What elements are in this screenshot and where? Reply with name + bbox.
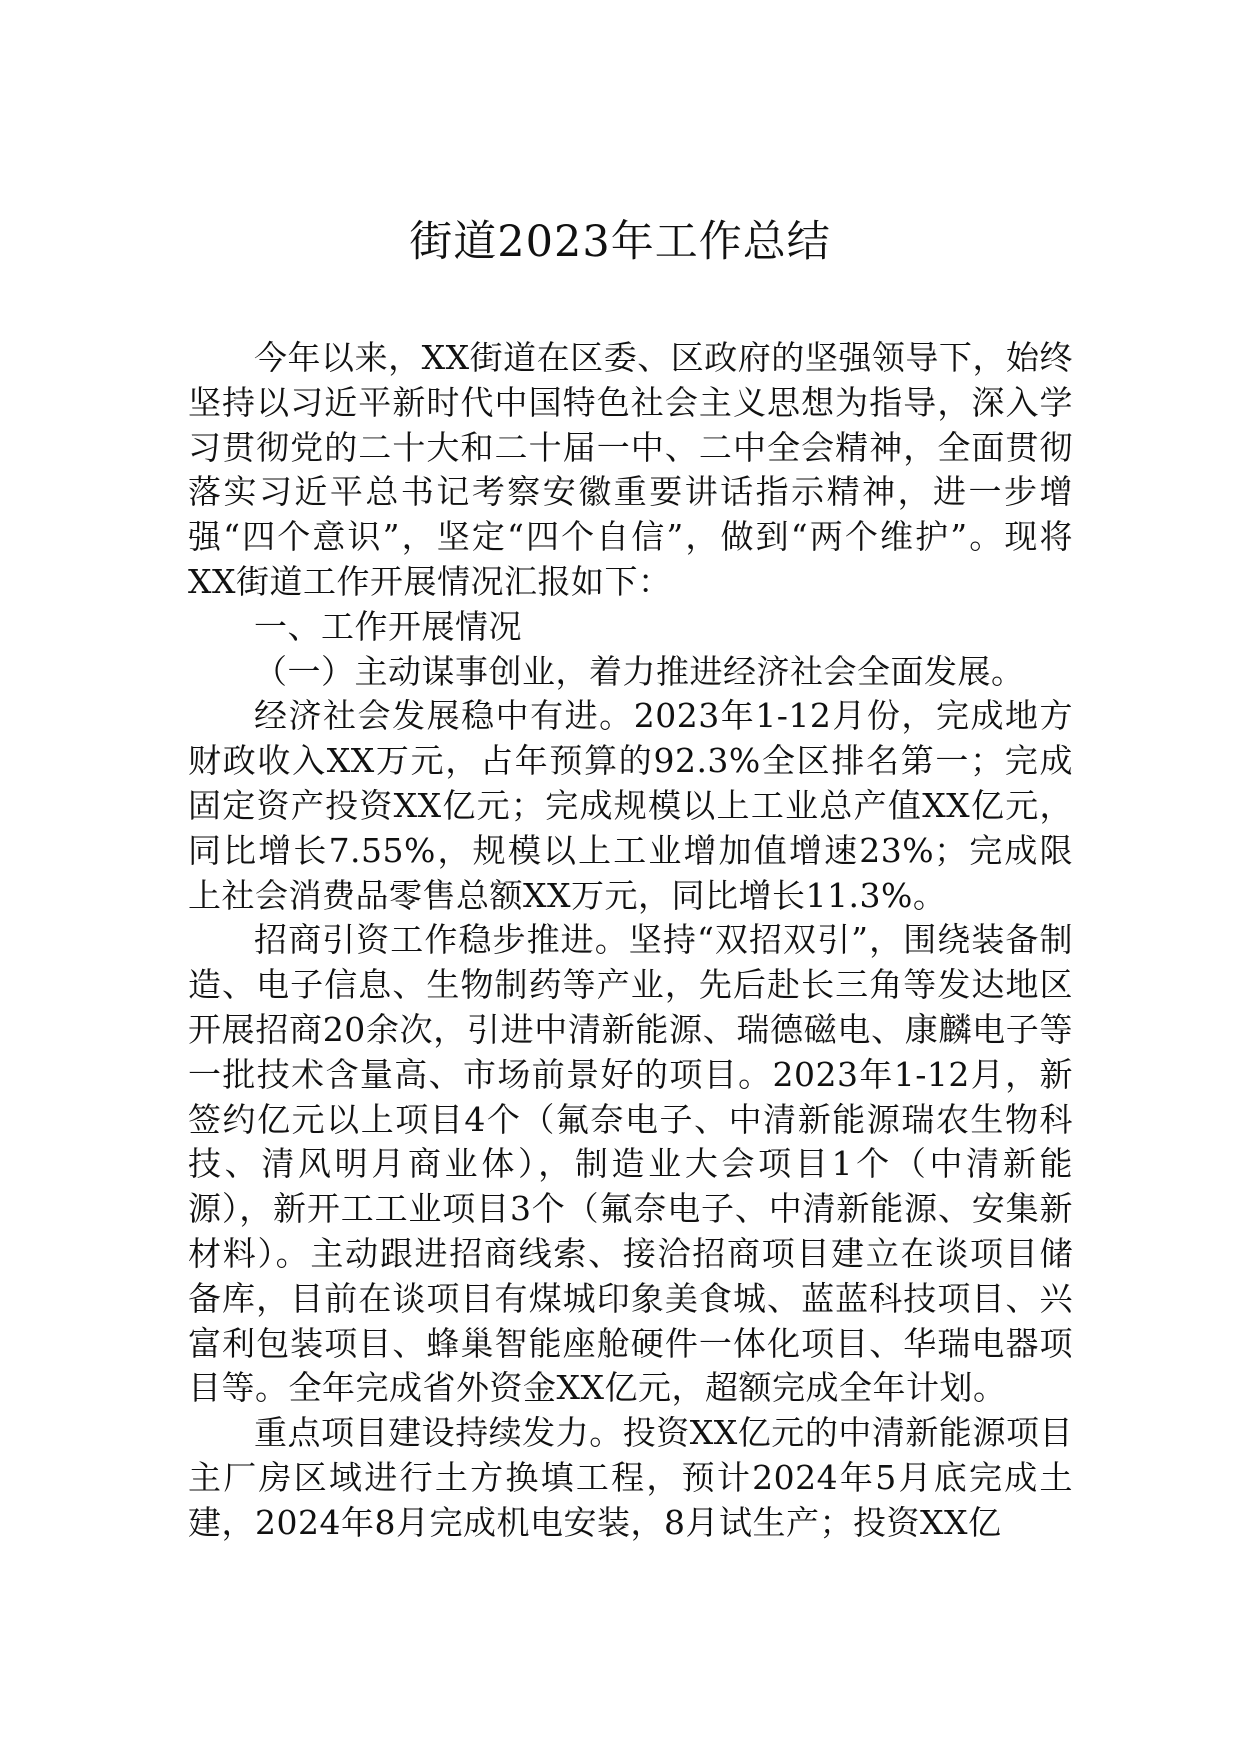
document-title: 街道2023年工作总结	[409, 217, 831, 267]
subsection-heading: （一）主动谋事创业，着力推进经济社会全面发展。	[254, 651, 1025, 691]
paragraph-intro: 今年以来，XX街道在区委、区政府的坚强领导下，始终坚持以习近平新时代中国特色社会主义思想为指导，深入学习贯彻党的二十大和二十届一中、二中全会精神，全面贯彻落实习近平总书记考察安徽重要讲话指示精神，进一步增强“四个意识”，坚定“四个自信”，做到“两个维护”。现将XX街道工作开展情况汇报如下：	[188, 338, 1073, 601]
paragraph-investment: 招商引资工作稳步推进。坚持“双招双引”，围绕装备制造、电子信息、生物制药等产业，先后赴长三角等发达地区开展招商20余次，引进中清新能源、瑞德磁电、康麟电子等一批技术含量高、市场前景好的项目。2023年1-12月，新签约亿元以上项目4个（氟奈电子、中清新能源瑞农生物科技、清风明月商业体），制造业大会项目1个（中清新能源），新开工工业项目3个（氟奈电子、中清新能源、安集新材料）。主动跟进招商线索、接洽招商项目建立在谈项目储备库，目前在谈项目有煤城印象美食城、蓝蓝科技项目、兴富利包装项目、蜂巢智能座舱硬件一体化项目、华瑞电器项目等。全年完成省外资金XX亿元，超额完成全年计划。	[188, 920, 1073, 1408]
section-heading: 一、工作开展情况	[254, 606, 522, 646]
document-body	[188, 336, 1073, 1546]
paragraph-economy: 经济社会发展稳中有进。2023年1-12月份，完成地方财政收入XX万元，占年预算的92.3%全区排名第一；完成固定资产投资XX亿元；完成规模以上工业总产值XX亿元，同比增长7.55%，规模以上工业增加值增速23%；完成限上社会消费品零售总额XX万元，同比增长11.3%。	[188, 696, 1073, 915]
paragraph-key-projects: 重点项目建设持续发力。投资XX亿元的中清新能源项目主厂房区域进行土方换填工程，预计2024年5月底完成土建，2024年8月完成机电安装，8月试生产；投资XX亿	[188, 1413, 1073, 1542]
